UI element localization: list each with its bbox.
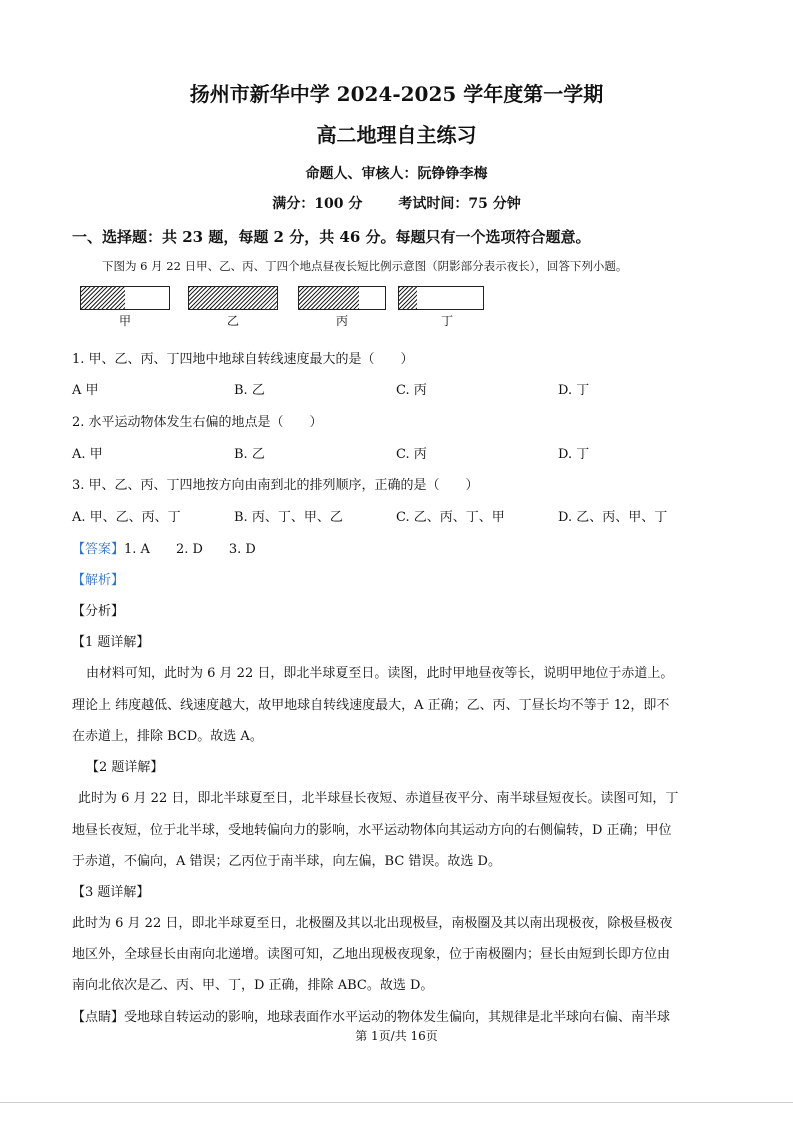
page-number: 第 1页/共 16页	[355, 1029, 438, 1043]
bar-bing	[298, 286, 386, 310]
night-fill-ding	[399, 287, 417, 309]
question-2-option-d: D. 丁	[558, 447, 590, 462]
fenxi-heading: 【分析】	[72, 604, 125, 619]
detail-1-heading: 【1 题详解】	[72, 635, 150, 650]
detail-2-heading: 【2 题详解】	[86, 760, 164, 775]
bar-label-ding: 丁	[440, 314, 453, 328]
tip-line	[72, 1006, 670, 1025]
detail-2-line-2: 地昼长夜短，位于北半球，受地转偏向力的影响，水平运动物体向其运动方向的右侧偏转，D 正确；甲位	[72, 823, 672, 838]
authors-line: 命题人、审核人：阮铮铮李梅	[305, 166, 488, 182]
bar-ding	[398, 286, 484, 310]
bar-yi	[188, 286, 278, 310]
night-fill-bing	[299, 287, 359, 309]
section-heading: 一、选择题：共 23 题，每题 2 分，共 46 分。每题只有一个选项符合题意。	[72, 228, 591, 246]
bar-label-yi: 乙	[226, 314, 239, 328]
answer-tag: 【答案】	[72, 542, 125, 557]
question-1-option-b: B. 乙	[234, 383, 265, 398]
tip-text: 受地球自转运动的影响，地球表面作水平运动的物体发生偏向，其规律是北半球向右偏、南半球	[124, 1010, 671, 1025]
bar-jia	[80, 286, 170, 310]
answer-line	[72, 538, 256, 557]
detail-1-line-3: 在赤道上，排除 BCD。故选 A。	[72, 729, 263, 744]
question-1-stem: 1. 甲、乙、丙、丁四地中地球自转线速度最大的是（ ）	[72, 352, 414, 367]
detail-3-line-1: 此时为 6 月 22 日，即北半球夏至日，北极圈及其以北出现极昼，南极圈及其以南出现极夜，除极昼极夜	[72, 916, 673, 931]
answer-text: 1. A 2. D 3. D	[124, 542, 256, 557]
question-intro: 下图为 6 月 22 日甲、乙、丙、丁四个地点昼夜长短比例示意图（阴影部分表示夜长），回答下列小题。	[102, 259, 628, 273]
document-subtitle: 高二地理自主练习	[316, 123, 477, 147]
document-title: 扬州市新华中学 2024-2025 学年度第一学期	[189, 82, 604, 106]
question-1-option-a: A 甲	[72, 383, 99, 398]
detail-2-line-3: 于赤道，不偏向，A 错误；乙丙位于南半球，向左偏，BC 错误。故选 D。	[72, 854, 501, 869]
page-bottom-divider	[0, 1102, 793, 1103]
exam-time: 考试时间：75 分钟	[398, 196, 521, 212]
detail-3-heading: 【3 题详解】	[72, 885, 150, 900]
question-3-stem: 3. 甲、乙、丙、丁四地按方向由南到北的排列顺序，正确的是（ ）	[72, 478, 479, 493]
detail-3-line-3: 南向北依次是乙、丙、甲、丁，D 正确，排除 ABC。故选 D。	[72, 978, 434, 993]
question-2-option-b: B. 乙	[234, 447, 265, 462]
question-2-option-c: C. 丙	[396, 447, 427, 462]
night-fill-yi	[189, 287, 277, 309]
night-fill-jia	[81, 287, 125, 309]
analysis-tag: 【解析】	[72, 573, 125, 588]
detail-2-line-1: 此时为 6 月 22 日，即北半球夏至日，北半球昼长夜短、赤道昼夜平分、南半球昼短夜长。读图可知，丁	[78, 791, 679, 806]
detail-1-line-2: 理论上 纬度越低、线速度越大，故甲地球自转线速度最大，A 正确；乙、丙、丁昼长均不等于 12，即不	[72, 698, 670, 713]
question-2-stem: 2. 水平运动物体发生右偏的地点是（ ）	[72, 415, 323, 430]
question-1-option-c: C. 丙	[396, 383, 427, 398]
question-1-option-d: D. 丁	[558, 383, 590, 398]
bar-label-bing: 丙	[335, 314, 348, 328]
question-2-option-a: A. 甲	[72, 447, 103, 462]
question-3-option-d: D. 乙、丙、甲、丁	[558, 510, 668, 525]
exam-info	[0, 193, 793, 213]
question-3-option-a: A. 甲、乙、丙、丁	[72, 510, 181, 525]
question-3-option-c: C. 乙、丙、丁、甲	[396, 510, 505, 525]
bar-label-jia: 甲	[118, 314, 131, 328]
question-3-option-b: B. 丙、丁、甲、乙	[234, 510, 343, 525]
full-score: 满分：100 分	[272, 196, 363, 212]
detail-3-line-2: 地区外，全球昼长由南向北递增。读图可知，乙地出现极夜现象，位于南极圈内；昼长由短到长即方位由	[72, 947, 671, 962]
detail-1-line-1: 由材料可知，此时为 6 月 22 日，即北半球夏至日。读图，此时甲地昼夜等长，说明甲地位于赤道上。	[86, 666, 674, 681]
tip-tag: 【点睛】	[72, 1010, 125, 1025]
